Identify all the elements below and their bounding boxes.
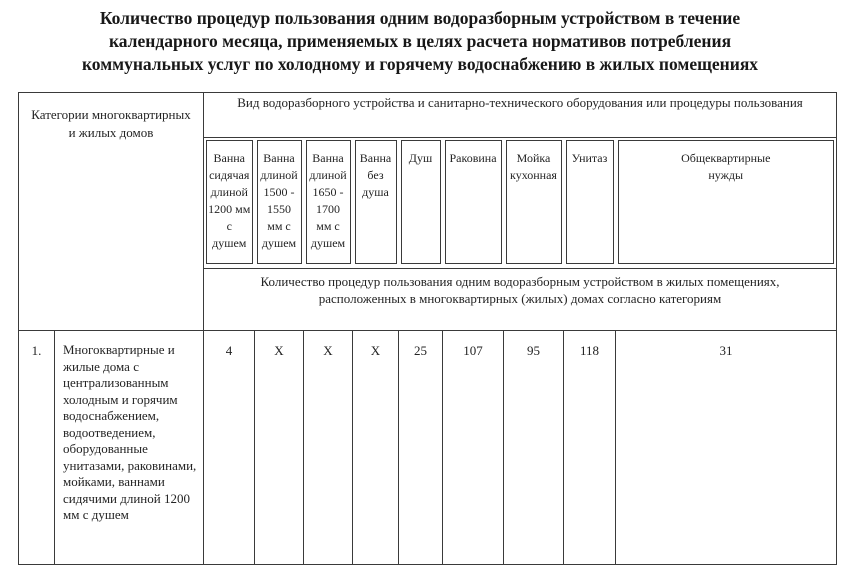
- value-cell: 118: [564, 331, 616, 565]
- device-header-cell: [204, 138, 255, 269]
- device-header-box: [506, 140, 562, 264]
- device-header-label: Ванна сидячая длиной 1200 мм с душем: [208, 151, 251, 250]
- value-cell: 95: [504, 331, 564, 565]
- value-cell: 4: [204, 331, 255, 565]
- device-header-label: Душ: [408, 151, 433, 165]
- device-header-cell: [504, 138, 564, 269]
- title-line-1: Количество процедур пользования одним водоразборным устройством в течение: [99, 8, 741, 28]
- device-header-label: Раковина: [449, 151, 497, 165]
- device-header-label: Унитаз: [571, 151, 608, 165]
- device-header-label: Мойка кухонная: [510, 151, 557, 182]
- row-number-cell: 1.: [19, 331, 55, 565]
- device-header-box: [445, 140, 502, 264]
- value-cell: Х: [353, 331, 399, 565]
- quantity-note-label: Количество процедур пользования одним водоразборным устройством в жилых помещениях, расположенных в многоквартирных (жилых) домах согласно категориям: [260, 274, 780, 306]
- title-line-3: коммунальных услуг по холодному и горячему водоснабжению в жилых помещениях: [81, 54, 759, 74]
- value-cell: 25: [399, 331, 443, 565]
- title-line-2: календарного месяца, применяемых в целях расчета нормативов потребления: [108, 31, 732, 51]
- device-header-box: [306, 140, 351, 264]
- consumption-norms-table: [18, 92, 837, 565]
- data-row: [19, 331, 837, 565]
- device-header-box: [401, 140, 441, 264]
- device-header-label: Ванна без душа: [359, 151, 392, 199]
- value-cell: Х: [255, 331, 304, 565]
- device-header-box: [355, 140, 397, 264]
- device-header-label: Ванна длиной 1650 - 1700 мм с душем: [309, 151, 347, 250]
- device-header-cell: [304, 138, 353, 269]
- device-header-cell: [399, 138, 443, 269]
- device-header-cell: [255, 138, 304, 269]
- table-header-row: [19, 93, 837, 138]
- device-header-label: Общеквартирные нужды: [681, 151, 771, 182]
- device-header-box: [206, 140, 253, 264]
- device-header-cell: [616, 138, 837, 269]
- value-cell: 107: [443, 331, 504, 565]
- device-header-box: [618, 140, 835, 264]
- device-group-header-cell: [204, 93, 837, 138]
- device-header-label: Ванна длиной 1500 - 1550 мм с душем: [260, 151, 298, 250]
- categories-header-label: Категории многоквартирных и жилых домов: [31, 107, 191, 140]
- device-header-box: [566, 140, 614, 264]
- category-description-cell: Многоквартирные и жилые дома с централизованным холодным и горячим водоснабжением, водоотведением, оборудованные унитазами, раковинами, мойками, ваннами сидячими длиной 1200 мм с душем: [55, 331, 204, 565]
- categories-header-cell: [19, 93, 204, 331]
- device-header-box: [257, 140, 302, 264]
- device-header-cell: [353, 138, 399, 269]
- device-header-cell: [443, 138, 504, 269]
- document-title: [20, 7, 820, 76]
- device-group-header-label: Вид водоразборного устройства и санитарно-технического оборудования или процедуры пользования: [237, 95, 803, 110]
- device-header-cell: [564, 138, 616, 269]
- value-cell: Х: [304, 331, 353, 565]
- value-cell: 31: [616, 331, 837, 565]
- quantity-note-cell: [204, 269, 837, 331]
